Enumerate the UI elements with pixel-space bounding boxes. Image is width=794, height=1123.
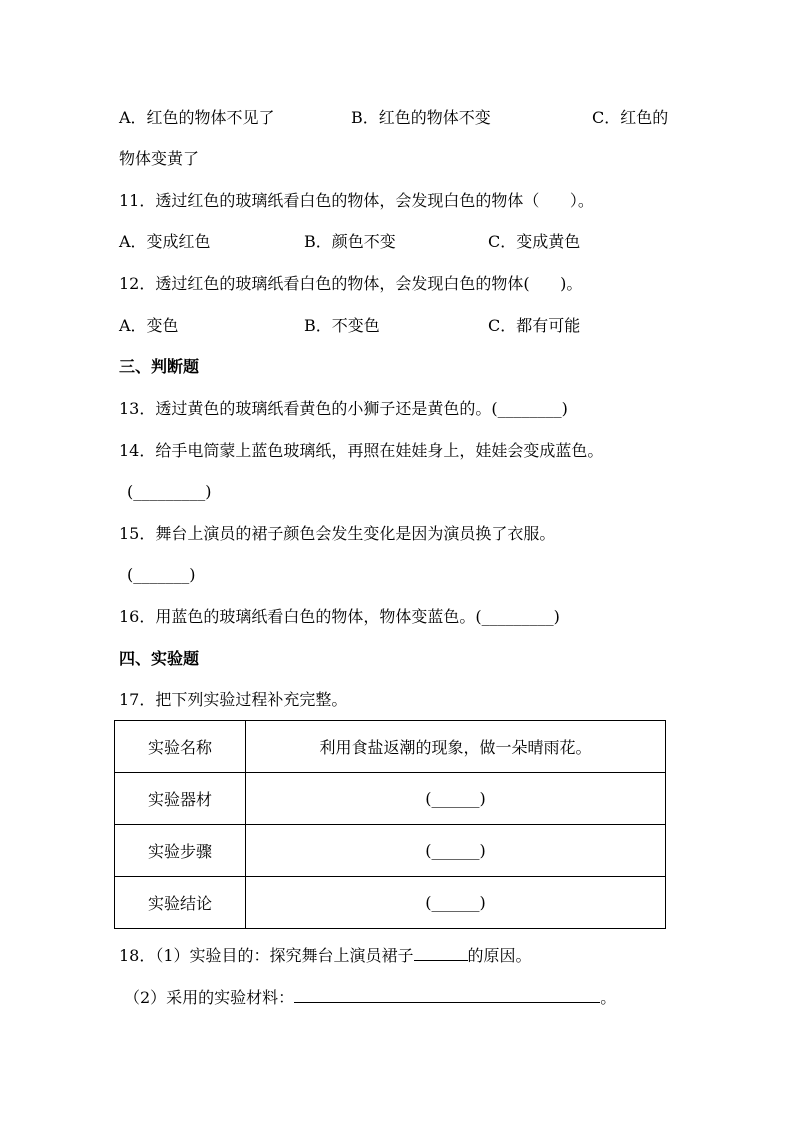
section-title-judgement: 三、判断题 [119,357,200,376]
q15-blank[interactable]: (_______) [127,565,196,584]
table-row [115,877,666,929]
q15-stem: 15．舞台上演员的裙子颜色会发生变化是因为演员换了衣服。 [119,524,556,543]
q10-option-c-continuation: 物体变黄了 [119,149,200,168]
q14-stem: 14．给手电筒蒙上蓝色玻璃纸，再照在娃娃身上，娃娃会变成蓝色。 [119,441,604,460]
q17-stem: 17．把下列实验过程补充完整。 [119,690,348,709]
q18-part2-prefix: （2）采用的实验材料： [124,988,295,1007]
section-title-experiment: 四、实验题 [119,649,200,668]
table-cell-label: 实验步骤 [115,825,246,877]
q16-stem: 16．用蓝色的玻璃纸看白色的物体，物体变蓝色。(_________) [119,607,560,626]
table-cell-value: 利用食盐返潮的现象，做一朵晴雨花。 [246,721,666,773]
q18-part2 [124,986,616,1008]
q13-stem: 13．透过黄色的玻璃纸看黄色的小狮子还是黄色的。(________) [119,399,568,418]
q18-part1-blank[interactable] [414,944,468,961]
q12-stem: 12．透过红色的玻璃纸看白色的物体，会发现白色的物体( )。 [119,274,583,293]
q14-blank[interactable]: (_________) [127,482,212,501]
table-cell-blank[interactable]: (______) [246,773,666,825]
q12-option-b: B．不变色 [304,316,380,335]
q11-option-c: C．变成黄色 [488,232,581,251]
table-cell-blank[interactable]: (______) [246,825,666,877]
table-cell-blank[interactable]: (______) [246,877,666,929]
q10-option-c: C．红色的 [592,108,669,127]
table-cell-label: 实验器材 [115,773,246,825]
table-row [115,721,666,773]
q18-part2-blank[interactable] [294,986,600,1003]
table-cell-label: 实验结论 [115,877,246,929]
q10-option-b: B．红色的物体不变 [351,108,491,127]
table-cell-label: 实验名称 [115,721,246,773]
q18-part1 [119,944,532,966]
q18-part1-suffix: 的原因。 [467,946,532,965]
q12-option-c: C．都有可能 [488,316,581,335]
table-row [115,773,666,825]
experiment-table [114,720,666,929]
q11-stem: 11．透过红色的玻璃纸看白色的物体，会发现白色的物体（ ）。 [119,191,594,210]
q18-part2-suffix: 。 [600,988,617,1007]
table-row [115,825,666,877]
q11-option-b: B．颜色不变 [304,232,396,251]
q11-option-a: A．变成红色 [119,232,211,251]
q12-option-a: A．变色 [119,316,179,335]
q10-option-a: A．红色的物体不见了 [119,108,275,127]
q18-part1-prefix: 18．（1）实验目的：探究舞台上演员裙子 [119,946,414,965]
